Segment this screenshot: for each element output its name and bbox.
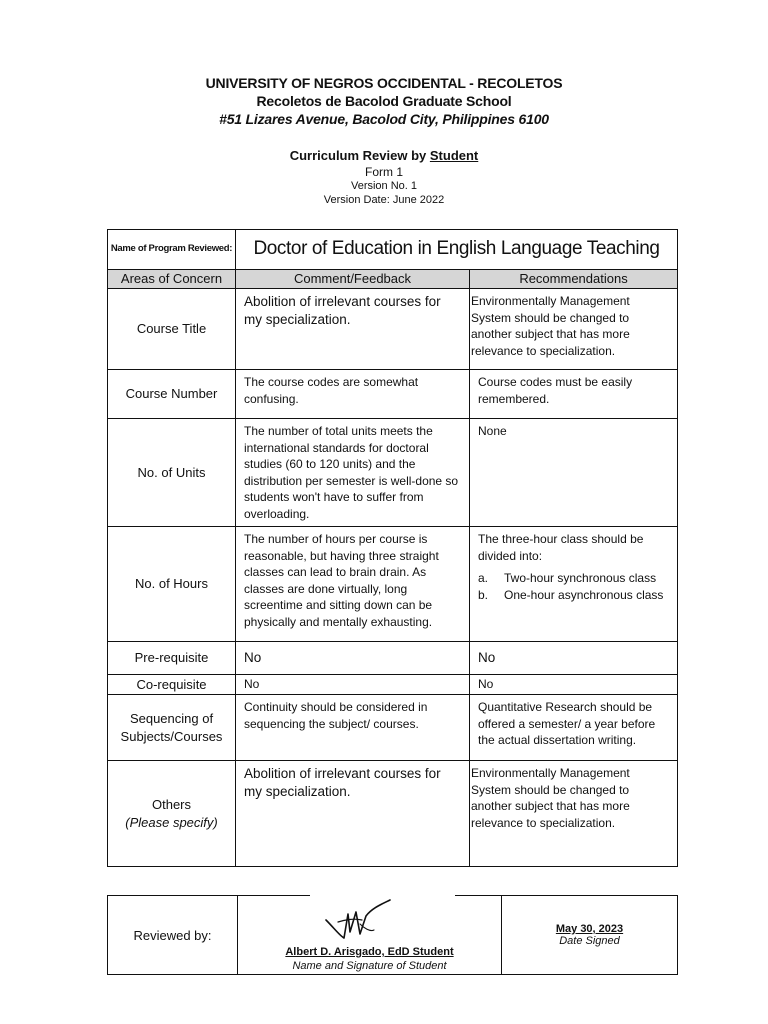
comment-cell: No [236, 675, 470, 695]
recommendation-cell [470, 527, 678, 642]
list-text: One-hour asynchronous class [504, 587, 664, 602]
recommendation-text: The three-hour class should be divided into: [478, 532, 644, 563]
date-signed-caption: Date Signed [559, 935, 620, 947]
column-header-area: Areas of Concern [108, 270, 236, 289]
column-header-recommendation: Recommendations [470, 270, 678, 289]
signature-cell [238, 896, 502, 975]
area-cell: No. of Hours [108, 527, 236, 642]
comment-cell: The number of total units meets the international standards for doctoral studies (60 to 120 units) and the distribution per semester is well-done so students won't have to suffer from overloading. [236, 419, 470, 527]
comment-cell: No [236, 642, 470, 675]
list-text: Two-hour synchronous class [504, 571, 657, 585]
table-row [108, 675, 678, 695]
recommendation-cell: Environmentally Management System should be changed to another subject that has more relevance to specialization. [470, 289, 678, 370]
signature-graphic [320, 898, 420, 944]
comment-cell: The number of hours per course is reasonable, but having three straight classes can lead to brain drain. As classes are done virtually, long screentime and sitting down can be physically and mentally exhausting. [236, 527, 470, 642]
program-label: Name of Program Reviewed: [108, 230, 236, 270]
recommendation-cell: Quantitative Research should be offered a semester/ a year before the actual dissertation writing. [470, 695, 678, 761]
school-name: Recoletos de Bacolod Graduate School [256, 93, 512, 109]
area-cell: Pre-requisite [108, 642, 236, 675]
table-row [108, 370, 678, 419]
table-row [108, 642, 678, 675]
date-cell [502, 896, 678, 975]
area-cell: Course Number [108, 370, 236, 419]
program-row [108, 230, 678, 270]
signer-caption: Name and Signature of Student [292, 960, 447, 972]
list-marker: a. [478, 571, 489, 585]
table-row [108, 419, 678, 527]
comment-cell: Continuity should be considered in sequencing the subject/ courses. [236, 695, 470, 761]
version-date: Version Date: June 2022 [323, 194, 445, 206]
reviewed-by-label: Reviewed by: [108, 896, 238, 975]
table-row [108, 695, 678, 761]
comment-cell: Abolition of irrelevant courses for my specialization. [236, 289, 470, 370]
university-name: UNIVERSITY OF NEGROS OCCIDENTAL - RECOLETOS [205, 75, 563, 91]
area-cell [108, 761, 236, 867]
form-title-prefix: Curriculum Review by [289, 148, 430, 163]
comment-cell: Abolition of irrelevant courses for my specialization. [236, 761, 470, 867]
column-header-row [108, 270, 678, 289]
form-title-emphasis: Student [429, 148, 479, 163]
signer-name: Albert D. Arisgado, EdD Student [285, 946, 454, 958]
school-address: #51 Lizares Avenue, Bacolod City, Philippines 6100 [219, 111, 549, 127]
area-note: (Please specify) [125, 814, 218, 830]
recommendation-cell: Environmentally Management System should be changed to another subject that has more relevance to specialization. [470, 761, 678, 867]
list-item [478, 570, 669, 587]
table-row [108, 527, 678, 642]
recommendation-cell: None [470, 419, 678, 527]
signoff-table [107, 895, 678, 975]
list-item [478, 587, 669, 604]
recommendation-cell: Course codes must be easily remembered. [470, 370, 678, 419]
column-header-comment: Comment/Feedback [236, 270, 470, 289]
area-cell: No. of Units [108, 419, 236, 527]
list-marker: b. [478, 587, 489, 602]
recommendation-list [478, 570, 669, 603]
area-label: Others [151, 796, 191, 812]
version-number: Version No. 1 [350, 180, 418, 192]
table-row [108, 761, 678, 867]
curriculum-review-table [107, 229, 678, 867]
form-title [0, 148, 768, 163]
area-cell: Co-requisite [108, 675, 236, 695]
table-row [108, 289, 678, 370]
area-cell: Sequencing of Subjects/Courses [108, 695, 236, 761]
signoff-border-gap [310, 893, 455, 897]
form-number: Form 1 [364, 165, 403, 179]
recommendation-cell: No [470, 675, 678, 695]
comment-cell: The course codes are somewhat confusing. [236, 370, 470, 419]
area-cell: Course Title [108, 289, 236, 370]
program-name: Doctor of Education in English Language Teaching [236, 230, 678, 270]
recommendation-cell: No [470, 642, 678, 675]
date-signed-value: May 30, 2023 [555, 923, 624, 935]
